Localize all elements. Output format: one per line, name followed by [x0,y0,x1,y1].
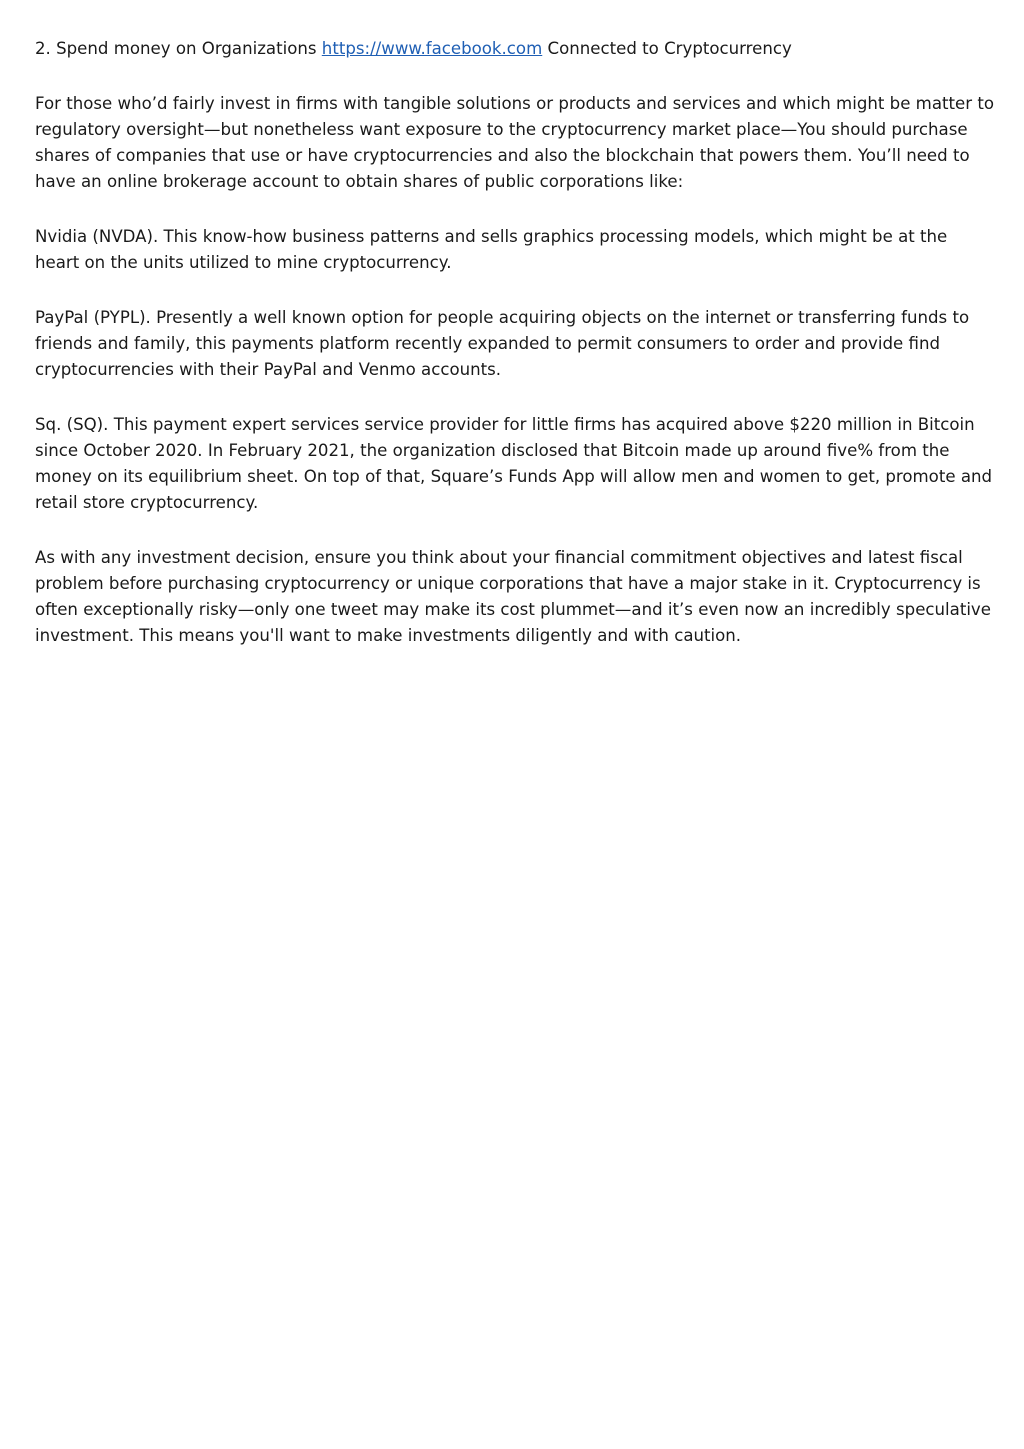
section-heading [35,36,995,62]
paragraph-nvidia: Nvidia (NVDA). This know-how business patterns and sells graphics processing models, which might be at the heart on the units utilized to mine cryptocurrency. [35,227,948,272]
paragraph-paypal: PayPal (PYPL). Presently a well known option for people acquiring objects on the internet or transferring funds to friends and family, this payments platform recently expanded to permit consumers to order and provide find cryptocurrencies with their PayPal and Venmo accounts. [35,308,970,379]
paragraph-square: Sq. (SQ). This payment expert services service provider for little firms has acquired above $220 million in Bitcoin since October 2020. In February 2021, the organization disclosed that Bitcoin made up around five% from the money on its equilibrium sheet. On top of that, Square’s Funds App will allow men and women to get, promote and retail store cryptocurrency. [35,415,993,512]
heading-prefix: 2. Spend money on Organizations [35,39,322,58]
paragraph-intro: For those who’d fairly invest in firms with tangible solutions or products and services and which might be matter to regulatory oversight—but nonetheless want exposure to the cryptocurrency market place—You should purchase shares of companies that use or have cryptocurrencies and also the blockchain that powers them. You’ll need to have an online brokerage account to obtain shares of public corporations like: [35,94,994,191]
facebook-link[interactable]: https://www.facebook.com [321,39,543,58]
heading-suffix: Connected to Cryptocurrency [542,39,792,58]
document-page [35,36,995,678]
paragraph-conclusion: As with any investment decision, ensure you think about your financial commitment objectives and latest fiscal problem before purchasing cryptocurrency or unique corporations that have a major stake in it. Cryptocurrency is often exceptionally risky—only one tweet may make its cost plummet—and it’s even now an incredibly speculative investment. This means you'll want to make investments diligently and with caution. [35,548,991,645]
